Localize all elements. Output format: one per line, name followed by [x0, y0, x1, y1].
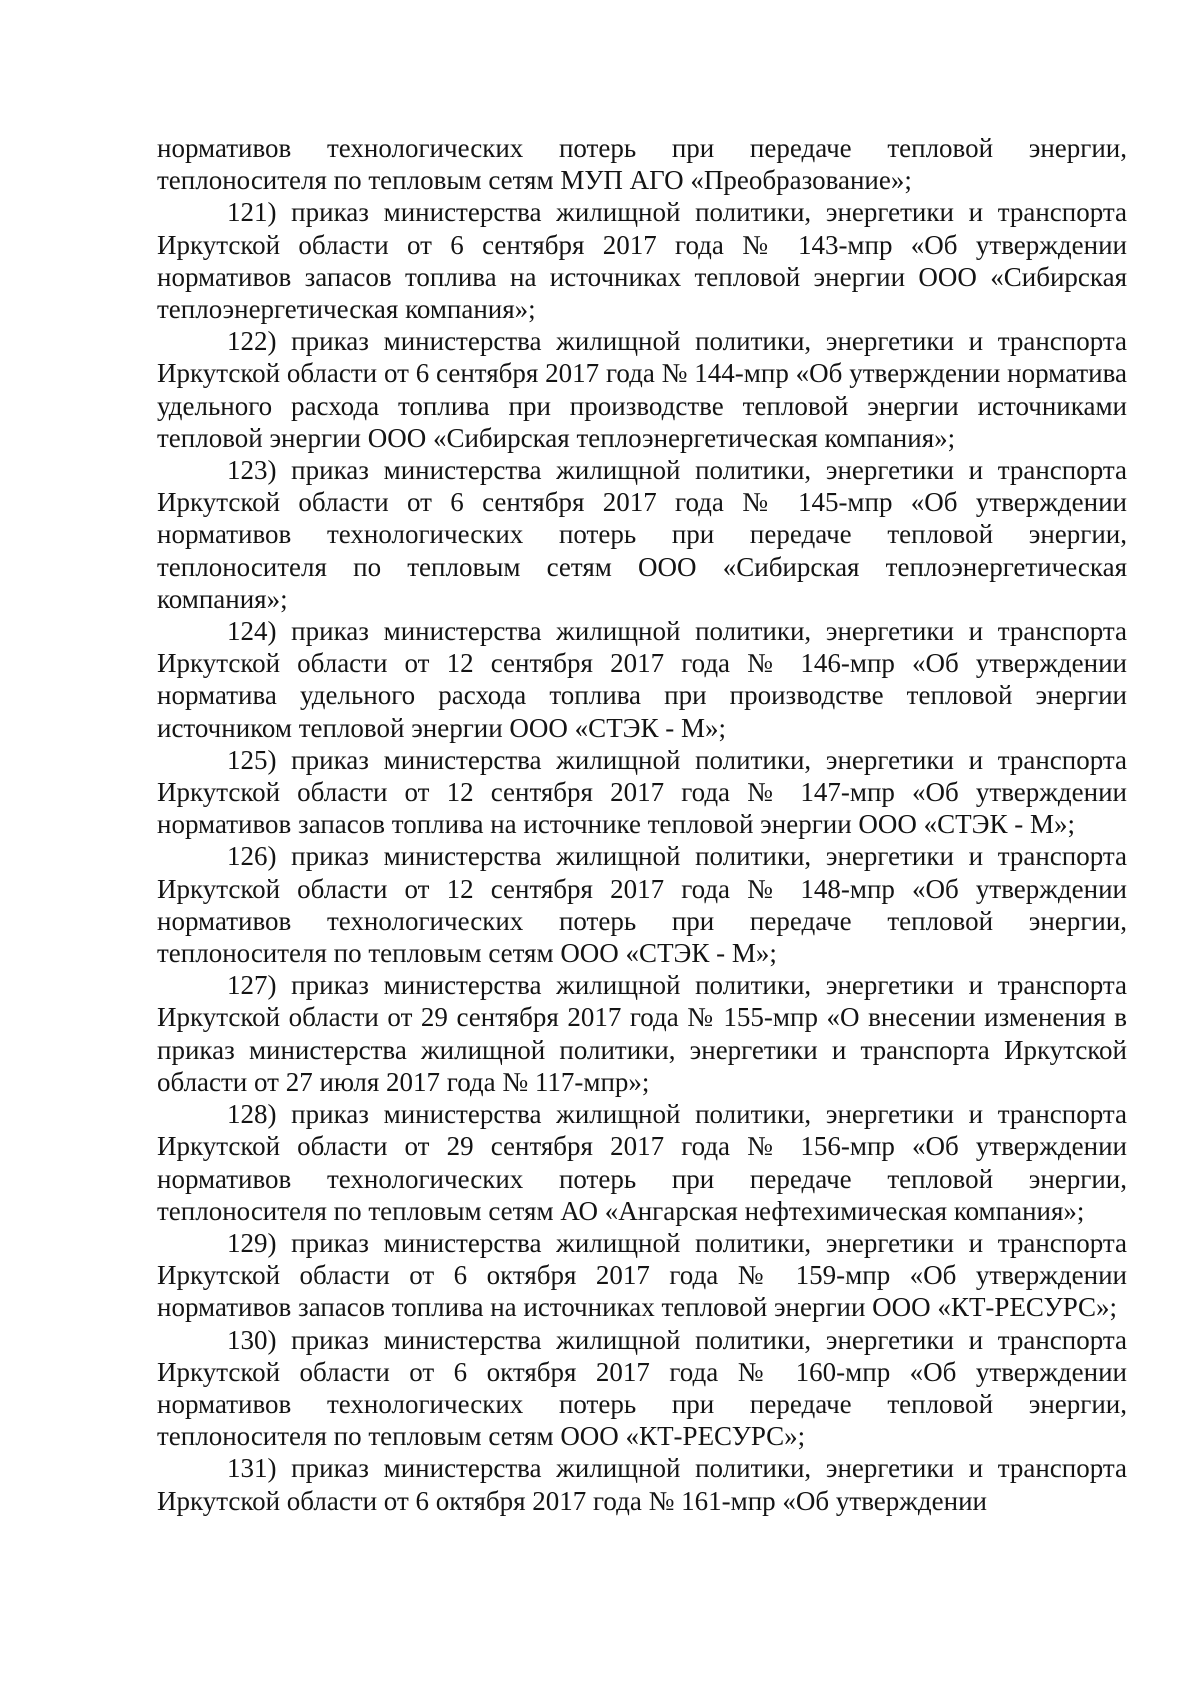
list-item-122: 122) приказ министерства жилищной политики, энергетики и транспорта Иркутской области от 6 сентября 2017 года № 144-мпр «Об утверждении норматива удельного расхода топлива при производстве тепловой энергии источниками тепловой энергии ООО «Сибирская теплоэнергетическая компания»; — [157, 326, 1127, 453]
list-item-127: 127) приказ министерства жилищной политики, энергетики и транспорта Иркутской области от 29 сентября 2017 года № 155-мпр «О внесении изменения в приказ министерства жилищной политики, энергетики и транспорта Иркутской области от 27 июля 2017 года № 117-мпр»; — [157, 970, 1127, 1097]
list-item-125: 125) приказ министерства жилищной политики, энергетики и транспорта Иркутской области от 12 сентября 2017 года № 147-мпр «Об утверждении нормативов запасов топлива на источнике тепловой энергии ООО «СТЭК - М»; — [157, 744, 1127, 840]
continued-paragraph: нормативов технологических потерь при передаче тепловой энергии, теплоносителя по тепловым сетям МУП АГО «Преобразование»; — [157, 133, 1127, 196]
list-item-126: 126) приказ министерства жилищной политики, энергетики и транспорта Иркутской области от 12 сентября 2017 года № 148-мпр «Об утверждении нормативов технологических потерь при передаче тепловой энергии, теплоносителя по тепловым сетям ООО «СТЭК - М»; — [157, 841, 1127, 969]
list-item-123: 123) приказ министерства жилищной политики, энергетики и транспорта Иркутской области от 6 сентября 2017 года № 145-мпр «Об утверждении нормативов технологических потерь при передаче тепловой энергии, теплоносителя по тепловым сетям ООО «Сибирская теплоэнергетическая компания»; — [157, 455, 1127, 614]
list-item-121: 121) приказ министерства жилищной политики, энергетики и транспорта Иркутской области от 6 сентября 2017 года № 143-мпр «Об утверждении нормативов запасов топлива на источниках тепловой энергии ООО «Сибирская теплоэнергетическая компания»; — [157, 197, 1127, 325]
list-item-131: 131) приказ министерства жилищной политики, энергетики и транспорта Иркутской области от 6 октября 2017 года № 161-мпр «Об утверждении — [157, 1453, 1127, 1516]
list-item-130: 130) приказ министерства жилищной политики, энергетики и транспорта Иркутской области от 6 октября 2017 года № 160-мпр «Об утверждении нормативов технологических потерь при передаче тепловой энергии, теплоносителя по тепловым сетям ООО «КТ-РЕСУРС»; — [157, 1324, 1127, 1452]
document-body — [157, 132, 1127, 1517]
list-item-129: 129) приказ министерства жилищной политики, энергетики и транспорта Иркутской области от 6 октября 2017 года № 159-мпр «Об утверждении нормативов запасов топлива на источниках тепловой энергии ООО «КТ-РЕСУРС»; — [157, 1227, 1127, 1323]
list-item-124: 124) приказ министерства жилищной политики, энергетики и транспорта Иркутской области от 12 сентября 2017 года № 146-мпр «Об утверждении норматива удельного расхода топлива при производстве тепловой энергии источником тепловой энергии ООО «СТЭК - М»; — [157, 616, 1127, 743]
list-item-128: 128) приказ министерства жилищной политики, энергетики и транспорта Иркутской области от 29 сентября 2017 года № 156-мпр «Об утверждении нормативов технологических потерь при передаче тепловой энергии, теплоносителя по тепловым сетям АО «Ангарская нефтехимическая компания»; — [157, 1099, 1127, 1226]
